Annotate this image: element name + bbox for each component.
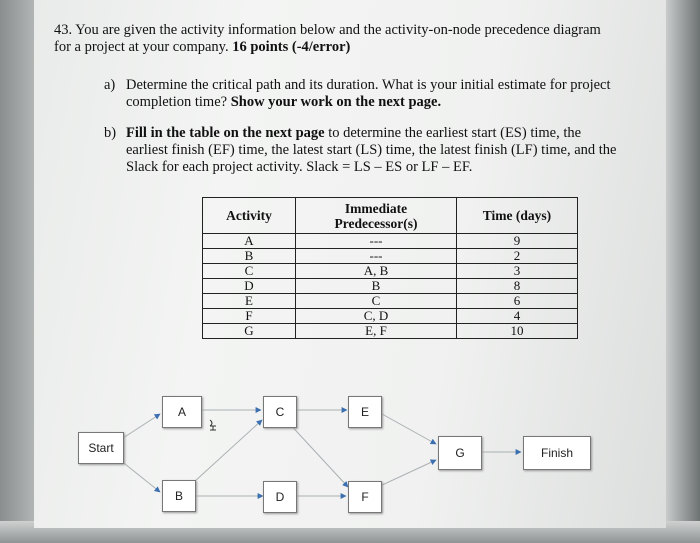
question-line-2: for a project at your company. 16 points (-4/error) [54,39,351,55]
part-a-line-2: completion time? Show your work on the next page. [126,94,442,110]
worksheet-page [34,0,666,528]
link-b-c [194,420,262,482]
time-cell: 6 [457,294,578,309]
activity-cell: B [203,249,296,264]
activity-cell: E [203,294,296,309]
link-start-b [120,460,160,492]
time-cell: 8 [457,279,578,294]
node-a: A [162,396,202,428]
node-g: G [438,436,482,470]
predecessor-cell: E, F [296,324,457,339]
header-predecessors: Immediate Predecessor(s) [296,198,457,234]
part-b-line-3: Slack for each project activity. Slack = LS – ES or LF – EF. [126,159,473,175]
node-d: D [263,481,297,513]
part-a-line-1: Determine the critical path and its duration. What is your initial estimate for project [126,77,611,93]
header-activity: Activity [203,198,296,234]
link-e-g [382,414,436,444]
predecessor-cell: B [296,279,457,294]
question-line-1: 43. You are given the activity information below and the activity-on-node precedence diagram [54,22,601,38]
time-cell: 3 [457,264,578,279]
predecessor-cell: --- [296,234,457,249]
activity-cell: A [203,234,296,249]
part-b-line-2: earliest finish (EF) time, the latest start (LS) time, the latest finish (LF) time, and the [126,142,617,158]
predecessor-cell: A, B [296,264,457,279]
part-b-line-1: Fill in the table on the next page to determine the earliest start (ES) time, the [126,125,582,141]
link-f-g [380,460,436,486]
text-cursor-icon [210,420,216,430]
header-time: Time (days) [457,198,578,234]
activity-cell: F [203,309,296,324]
activity-cell: D [203,279,296,294]
node-f: F [348,481,382,513]
node-start: Start [78,432,124,464]
background-right [660,0,700,543]
node-b: B [162,480,196,512]
time-cell: 2 [457,249,578,264]
predecessor-cell: C, D [296,309,457,324]
link-c-f [286,420,348,487]
node-e: E [348,396,382,428]
node-finish: Finish [523,436,591,470]
time-cell: 10 [457,324,578,339]
activity-cell: C [203,264,296,279]
activity-cell: G [203,324,296,339]
part-b-label: b) [104,125,117,141]
predecessor-cell: C [296,294,457,309]
link-start-a [120,414,160,440]
part-a-label: a) [104,77,116,93]
node-c: C [263,396,297,428]
predecessor-cell: --- [296,249,457,264]
time-cell: 4 [457,309,578,324]
time-cell: 9 [457,234,578,249]
